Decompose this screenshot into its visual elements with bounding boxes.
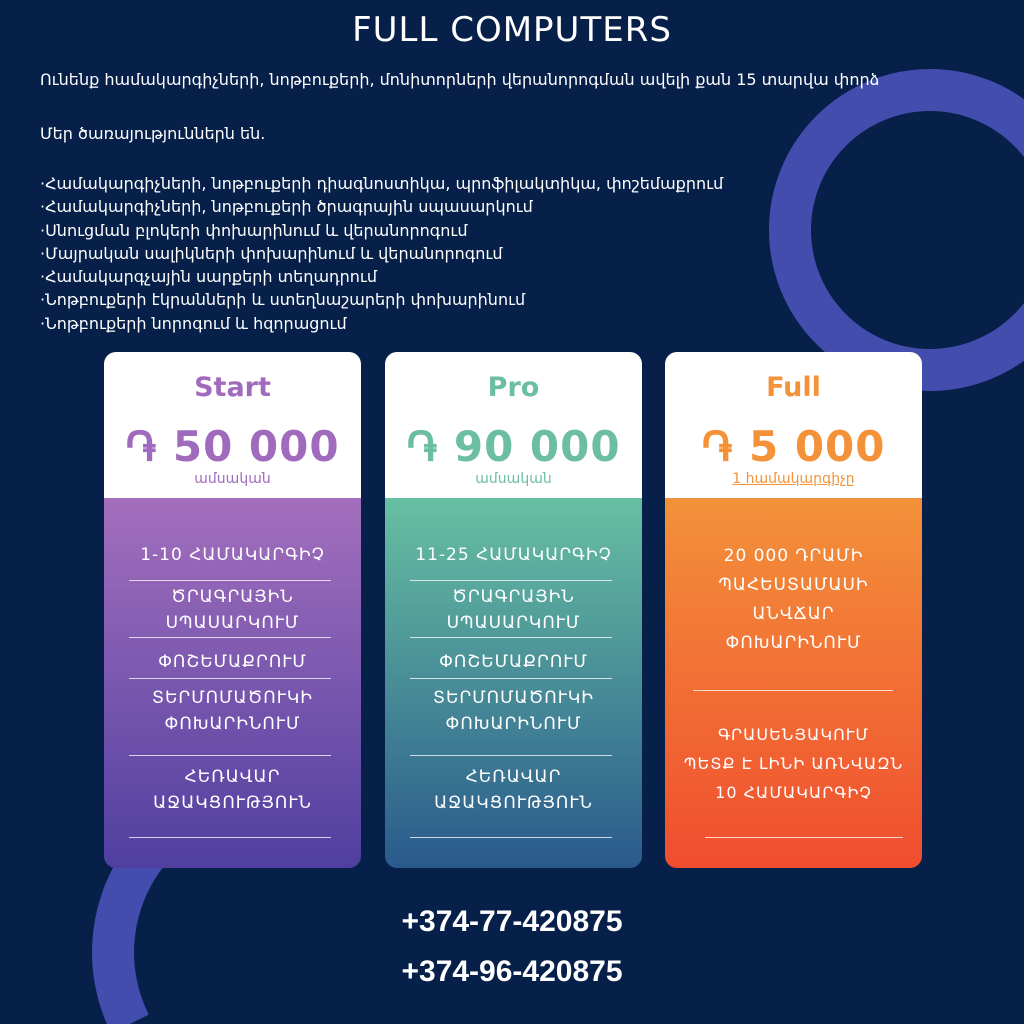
feature-item: ՓՈՇԵՄԱՔՐՈՒՄ [439, 652, 588, 672]
phone-number[interactable]: +374-77-420875 [401, 905, 623, 938]
plan-features [385, 498, 642, 868]
plan-period: ամսական [475, 471, 552, 487]
service-item: · Համակարգիչների, նոթբուքերի ծրագրային սպասարկում [40, 195, 723, 218]
feature-item: ՓՈՇԵՄԱՔՐՈՒՄ [158, 652, 307, 672]
divider [129, 637, 331, 638]
divider [129, 678, 331, 679]
plan-period: ամսական [194, 471, 271, 487]
service-item: · Սնուցման բլոկերի փոխարինում և վերանորոգում [40, 219, 723, 242]
divider [410, 678, 612, 679]
page-title: FULL COMPUTERS [352, 10, 672, 50]
plan-price: ֏ 90 000 [406, 422, 621, 471]
feature-item: 1-10 ՀԱՄԱԿԱՐԳԻՉ [140, 545, 325, 565]
divider [129, 580, 331, 581]
service-item: · Մայրական սալիկների փոխարինում և վերանորոգում [40, 242, 723, 265]
services-list [40, 172, 723, 335]
plan-card-start [104, 352, 361, 868]
feature-item: ՀԵՌԱՎԱՐ ԱՋԱԿՑՈՒԹՅՈՒՆ [153, 767, 312, 813]
plan-name: Start [194, 372, 271, 403]
plan-period: 1 համակարգիչը [732, 471, 855, 487]
divider [693, 690, 893, 691]
feature-item: ՏԵՐՄՈՄԱԾՈՒԿԻ ՓՈԽԱՐԻՆՈՒՄ [151, 688, 314, 734]
divider [129, 837, 331, 838]
plan-price: ֏ 5 000 [701, 422, 886, 471]
feature-item: 11-25 ՀԱՄԱԿԱՐԳԻՉ [415, 545, 612, 565]
divider [129, 755, 331, 756]
plan-name: Pro [487, 372, 540, 403]
feature-item: ԾՐԱԳՐԱՅԻՆ ՍՊԱՍԱՐԿՈՒՄ [165, 587, 300, 633]
service-item: · Համակարգիչների, նոթբուքերի դիագնոստիկա, պրոֆիլակտիկա, փոշեմաքրում [40, 172, 723, 195]
intro-text: Ունենք համակարգիչների, նոթբուքերի, մոնիտորների վերանորոգման ավելի քան 15 տարվա փորձ [40, 70, 880, 89]
services-heading: Մեր ծառայություններն են. [40, 124, 266, 143]
divider [410, 755, 612, 756]
divider [410, 637, 612, 638]
feature-item: 20 000 ԴՐԱՄԻ ՊԱՀԵՍՏԱՄԱՍԻ ԱՆՎՃԱՐ ՓՈԽԱՐԻՆՈՒՄ [718, 546, 869, 653]
phone-number[interactable]: +374-96-420875 [401, 955, 623, 988]
feature-item: ԳՐԱՍԵՆՅԱԿՈՒՄ ՊԵՏՔ Է ԼԻՆԻ ԱՌՆՎԱԶՆ 10 ՀԱՄԱԿԱՐԳԻՉ [683, 725, 904, 802]
feature-item: ՏԵՐՄՈՄԱԾՈՒԿԻ ՓՈԽԱՐԻՆՈՒՄ [432, 688, 595, 734]
service-item: · Համակարգչային սարքերի տեղադրում [40, 265, 723, 288]
plan-card-full [665, 352, 922, 868]
plan-name: Full [766, 372, 821, 403]
feature-item: ՀԵՌԱՎԱՐ ԱՋԱԿՑՈՒԹՅՈՒՆ [434, 767, 593, 813]
plan-card-pro [385, 352, 642, 868]
service-item: · Նոթբուքերի նորոգում և հզորացում [40, 312, 723, 335]
divider [410, 837, 612, 838]
divider [705, 837, 903, 838]
plan-features [665, 498, 922, 868]
plan-features [104, 498, 361, 868]
plan-header [104, 352, 361, 498]
feature-item: ԾՐԱԳՐԱՅԻՆ ՍՊԱՍԱՐԿՈՒՄ [446, 587, 581, 633]
plan-price: ֏ 50 000 [125, 422, 340, 471]
plan-header [665, 352, 922, 498]
divider [410, 580, 612, 581]
plan-header [385, 352, 642, 498]
service-item: · Նոթբուքերի էկրանների և ստեղնաշարերի փոխարինում [40, 288, 723, 311]
